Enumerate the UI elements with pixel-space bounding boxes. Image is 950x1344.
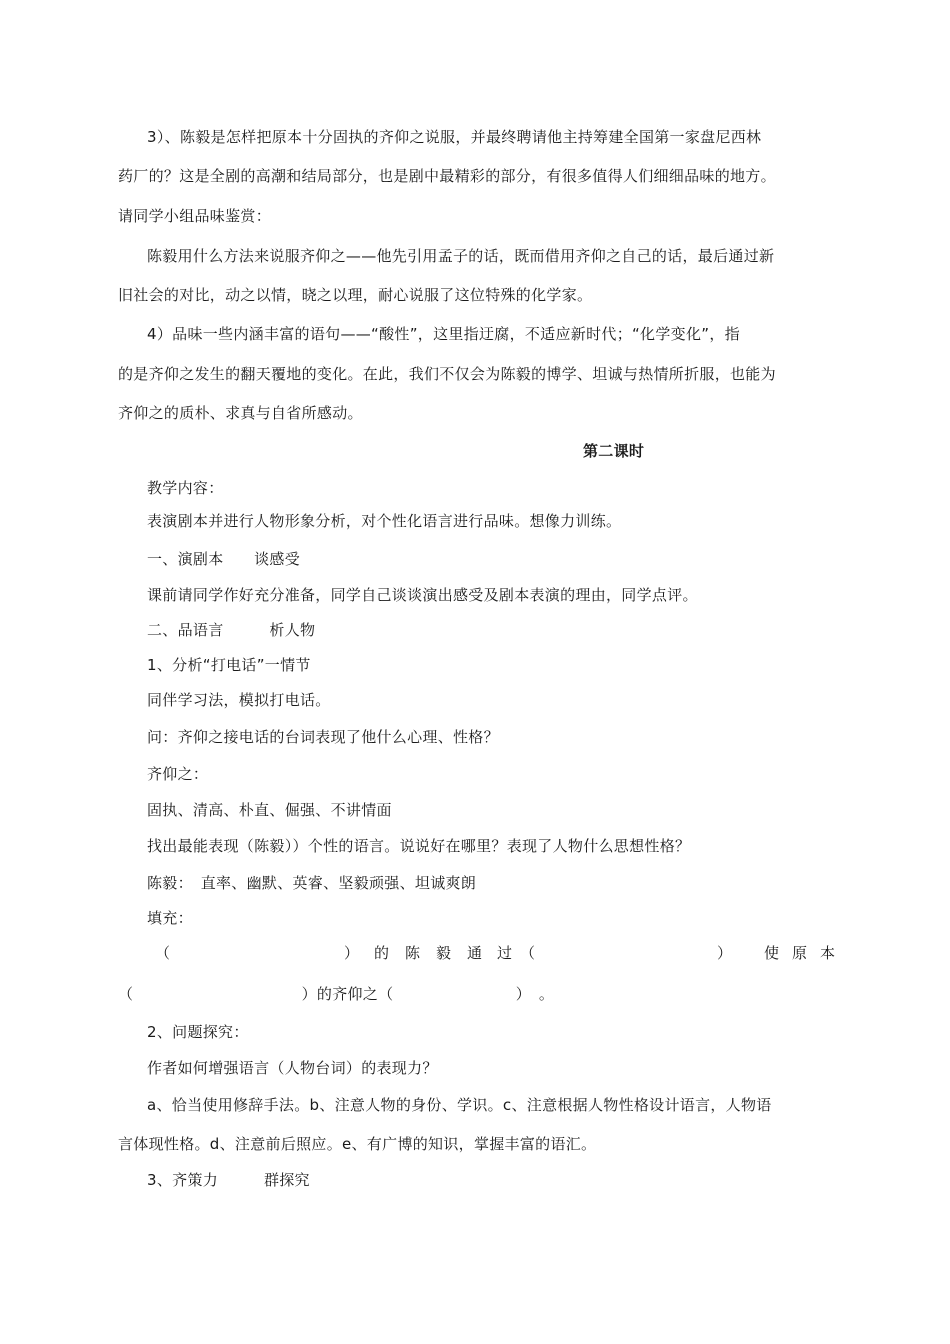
content-text: 表演剧本并进行人物形象分析，对个性化语言进行品味。想像力训练。 xyxy=(147,512,622,530)
find-question: 找出最能表现（陈毅））个性的语言。说说好在哪里？表现了人物什么思想性格？ xyxy=(147,837,691,855)
paragraph-4-line-3: 齐仰之的质朴、求真与自省所感动。 xyxy=(118,404,363,422)
section-1-heading: 一、演剧本 谈感受 xyxy=(147,550,301,568)
subsection-2-2-question: 作者如何增强语言（人物台词）的表现力？ xyxy=(147,1059,438,1077)
paragraph-4-line-1: 4）品味一些内涵丰富的语句——“酸性”，这里指迂腐，不适应新时代；“化学变化”，指 xyxy=(147,325,740,343)
qi-label: 齐仰之： xyxy=(147,765,209,783)
fill-row-1-paren-open-1: （ xyxy=(155,944,171,962)
section-2-heading: 二、品语言 析人物 xyxy=(147,621,316,639)
fill-row-1-paren-close-2: ） xyxy=(717,944,733,962)
paragraph-3-line-3: 请同学小组品味鉴赏： xyxy=(118,207,272,225)
subsection-2-1: 1、分析“打电话”一情节 xyxy=(147,656,311,674)
fill-row-1-char: 陈 xyxy=(405,944,421,962)
fill-row-1-paren-close-1: ） xyxy=(344,944,360,962)
subsection-2-3: 3、齐策力 群探究 xyxy=(147,1171,310,1189)
content-label: 教学内容： xyxy=(147,479,224,497)
answer-line-1: 陈毅用什么方法来说服齐仰之——他先引用孟子的话，既而借用齐仰之自己的话，最后通过新 xyxy=(147,247,775,265)
answer-line-2: 旧社会的对比，动之以情，晓之以理，耐心说服了这位特殊的化学家。 xyxy=(118,286,593,304)
fill-label: 填充： xyxy=(147,909,193,927)
chen-traits: 陈毅： 直率、幽默、英睿、坚毅顽强、坦诚爽朗 xyxy=(147,874,477,892)
subsection-2-2: 2、问题探究： xyxy=(147,1023,249,1041)
paragraph-4-line-2: 的是齐仰之发生的翻天覆地的变化。在此，我们不仅会为陈毅的博学、坦诚与热情所折服，也能为 xyxy=(118,365,776,383)
subsection-2-1-question: 问：齐仰之接电话的台词表现了他什么心理、性格？ xyxy=(147,728,499,746)
paragraph-3-line-2: 药厂的？这是全剧的高潮和结局部分，也是剧中最精彩的部分，有很多值得人们细细品味的地方。 xyxy=(118,167,776,185)
fill-row-1-char: 过 xyxy=(497,944,513,962)
qi-traits: 固执、清高、朴直、倔强、不讲情面 xyxy=(147,801,392,819)
subsection-2-1-method: 同伴学习法，模拟打电话。 xyxy=(147,691,331,709)
fill-row-2: （ ）的齐仰之（ ） 。 xyxy=(118,985,555,1003)
answer-2-line-2: 言体现性格。d、注意前后照应。e、有广博的知识，掌握丰富的语汇。 xyxy=(118,1135,597,1153)
fill-row-1-paren-open-2: （ xyxy=(520,944,536,962)
fill-row-1-char: 通 xyxy=(467,944,483,962)
section-1-text: 课前请同学作好充分准备，同学自己谈谈演出感受及剧本表演的理由，同学点评。 xyxy=(147,586,698,604)
section-title: 第二课时 xyxy=(583,442,645,460)
fill-row-1-char: 使 xyxy=(764,944,780,962)
fill-row-1-char: 原 xyxy=(792,944,808,962)
answer-2-line-1: a、恰当使用修辞手法。b、注意人物的身份、学识。c、注意根据人物性格设计语言，人物语 xyxy=(147,1096,772,1114)
fill-row-1-char: 本 xyxy=(820,944,836,962)
paragraph-3-line-1: 3）、陈毅是怎样把原本十分固执的齐仰之说服，并最终聘请他主持筹建全国第一家盘尼西林 xyxy=(147,128,762,146)
fill-row-1-char: 毅 xyxy=(436,944,452,962)
fill-row-1-char: 的 xyxy=(374,944,390,962)
